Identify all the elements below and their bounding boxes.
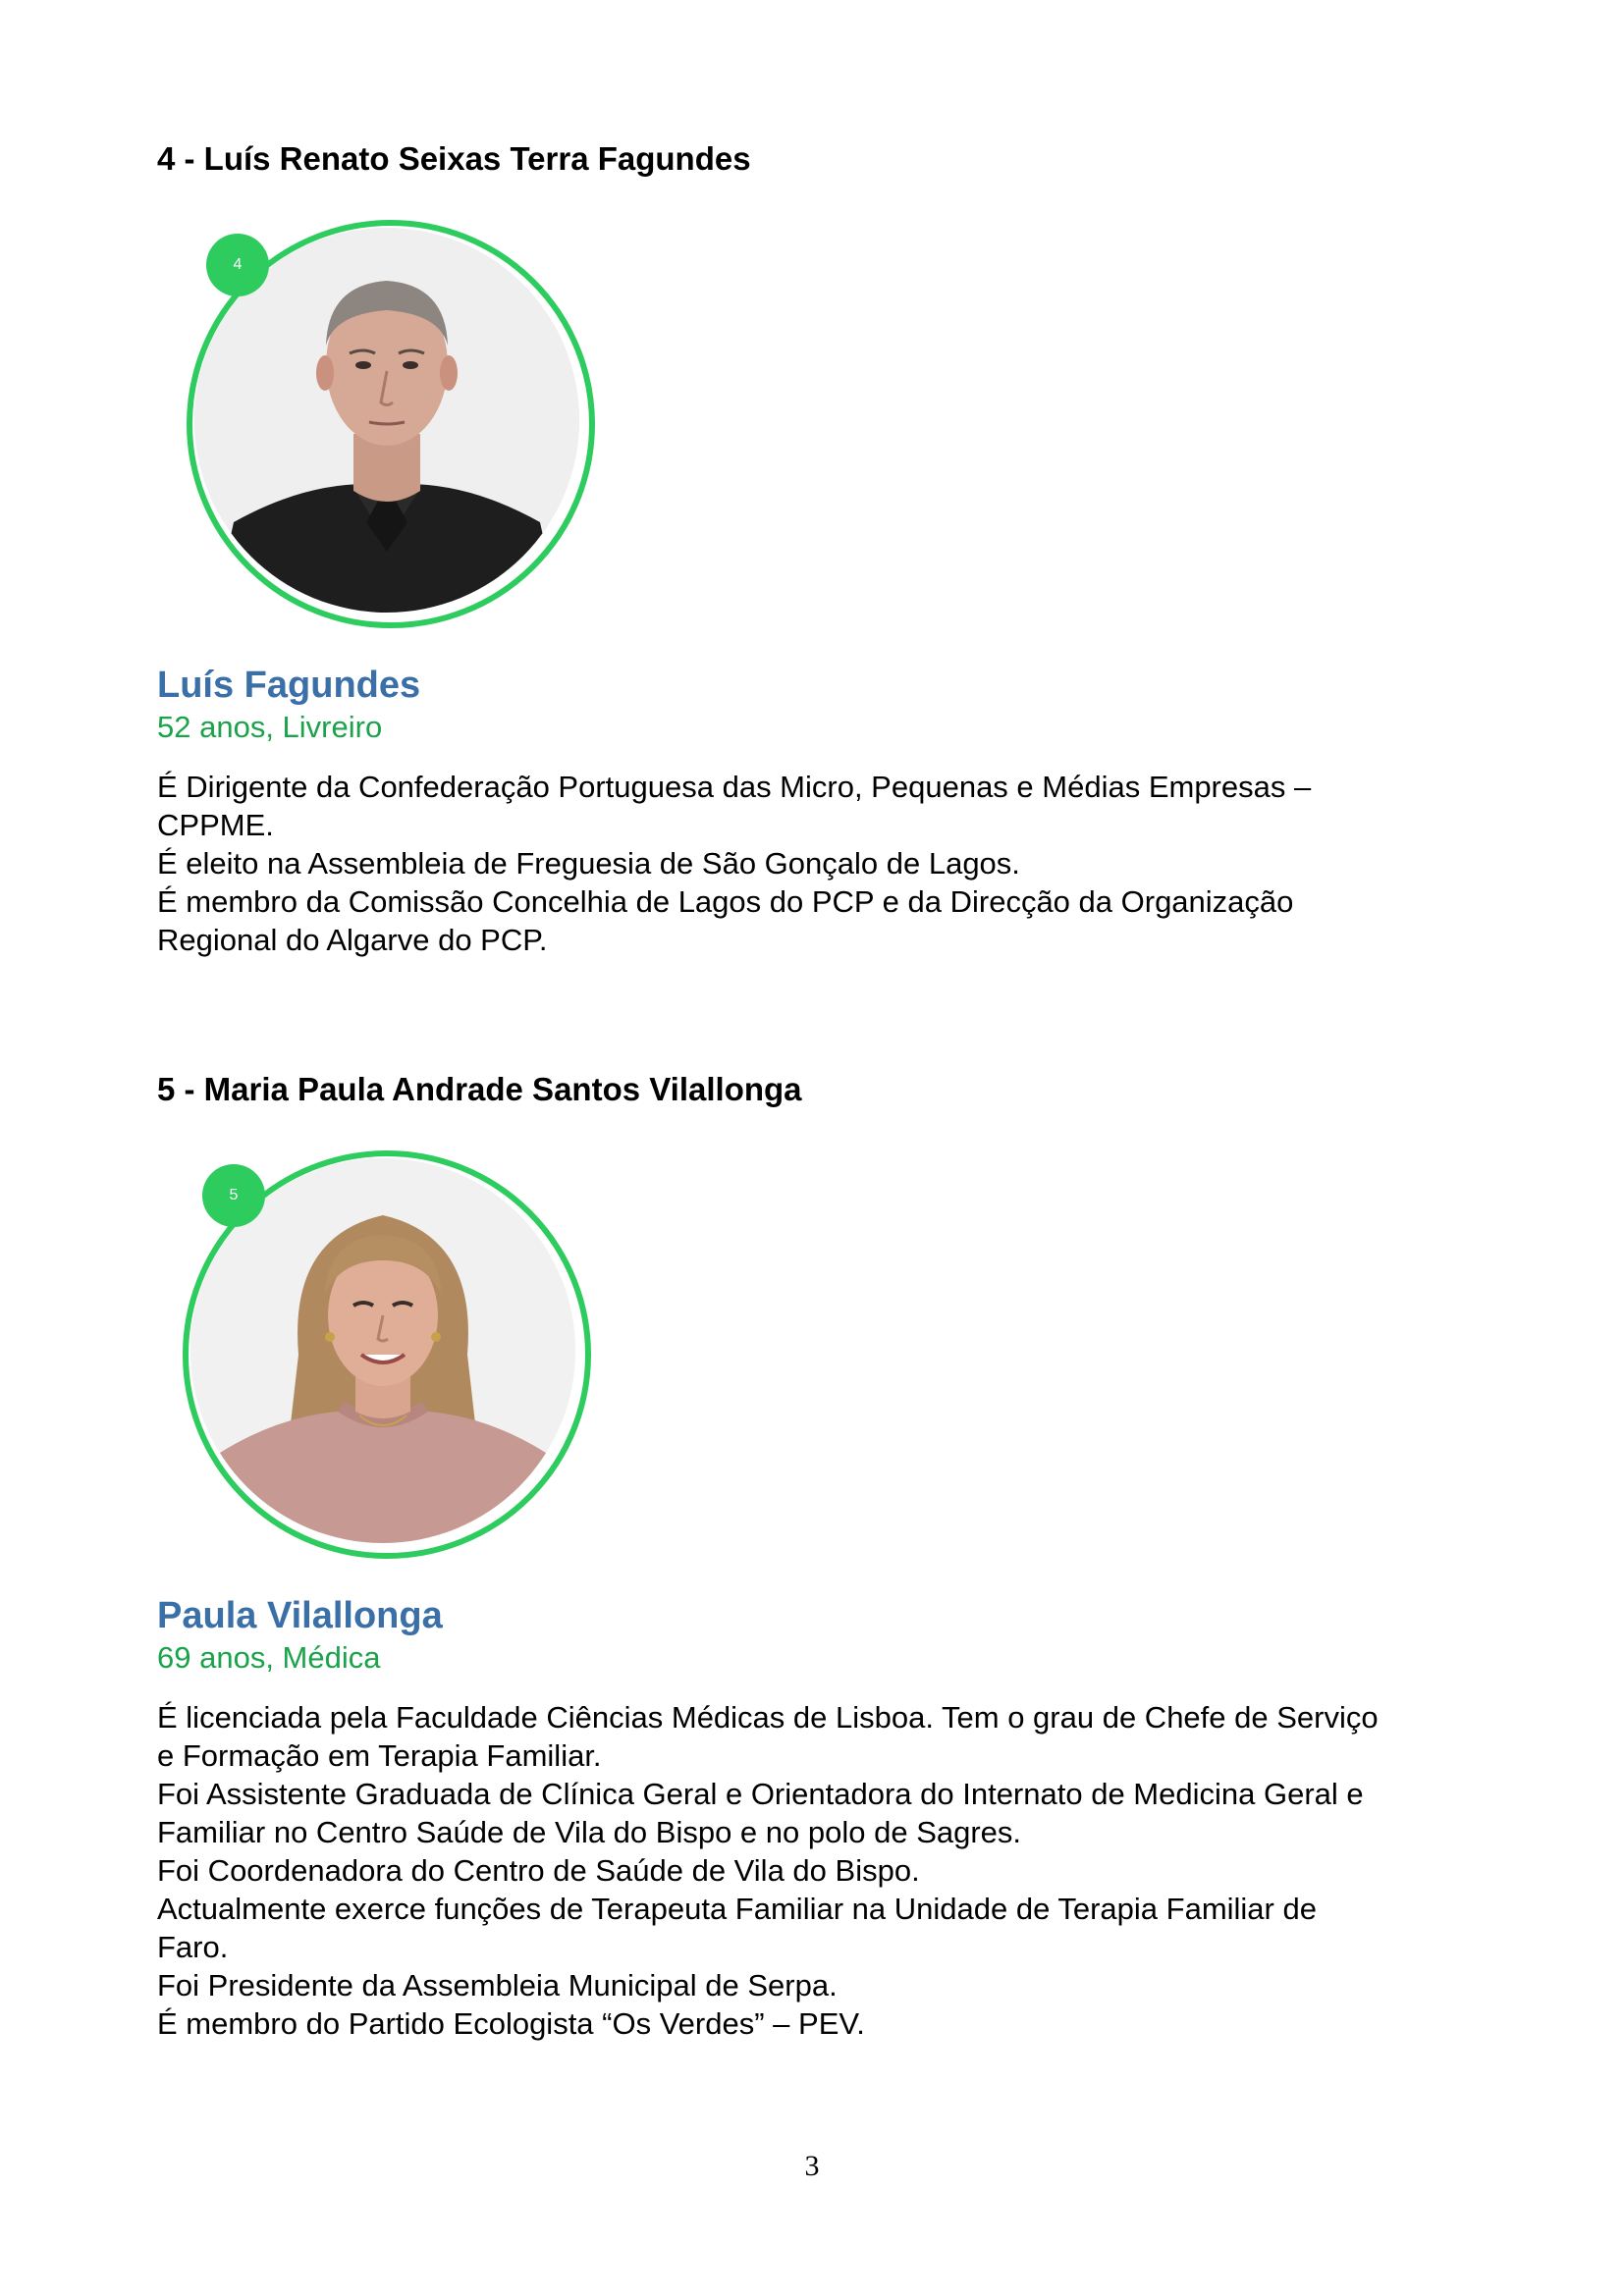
candidate-age-profession: 69 anos, Médica xyxy=(157,1640,381,1675)
candidate-5 xyxy=(157,1070,1512,2043)
candidate-number-badge: 5 xyxy=(202,1164,265,1227)
candidate-photo-frame xyxy=(183,1150,615,1582)
candidate-photo-frame xyxy=(187,220,619,652)
candidate-age-profession: 52 anos, Livreiro xyxy=(157,710,383,744)
bio-line: Foi Presidente da Assembleia Municipal de Serpa. xyxy=(157,1968,838,2002)
bio-line: Foi Coordenadora do Centro de Saúde de Vila do Bispo. xyxy=(157,1853,920,1888)
bio-line: e Formação em Terapia Familiar. xyxy=(157,1738,602,1773)
candidate-name: Paula Vilallonga xyxy=(157,1595,443,1636)
candidate-number-badge: 4 xyxy=(206,234,269,296)
candidate-name: Luís Fagundes xyxy=(157,665,421,706)
bio-line: É Dirigente da Confederação Portuguesa das Micro, Pequenas e Médias Empresas – xyxy=(157,770,1312,804)
bio-line: CPPME. xyxy=(157,808,274,842)
bio-line: É licenciada pela Faculdade Ciências Médicas de Lisboa. Tem o grau de Chefe de Serviço xyxy=(157,1700,1379,1735)
candidate-heading: 4 - Luís Renato Seixas Terra Fagundes xyxy=(157,140,751,177)
candidate-heading: 5 - Maria Paula Andrade Santos Vilallonga xyxy=(157,1071,802,1107)
candidate-bio xyxy=(157,768,1512,959)
bio-line: É membro da Comissão Concelhia de Lagos do PCP e da Direcção da Organização xyxy=(157,884,1294,919)
bio-line: Faro. xyxy=(157,1930,229,1964)
bio-line: Regional do Algarve do PCP. xyxy=(157,923,548,957)
bio-line: Foi Assistente Graduada de Clínica Geral e Orientadora do Internato de Medicina Geral e xyxy=(157,1777,1364,1811)
page-number: 3 xyxy=(804,2150,820,2182)
bio-line: Familiar no Centro Saúde de Vila do Bispo e no polo de Sagres. xyxy=(157,1815,1022,1849)
candidate-bio xyxy=(157,1698,1512,2043)
candidate-4 xyxy=(157,139,1512,959)
bio-line: É eleito na Assembleia de Freguesia de São Gonçalo de Lagos. xyxy=(157,846,1020,881)
bio-line: É membro do Partido Ecologista “Os Verdes” – PEV. xyxy=(157,2006,865,2041)
bio-line: Actualmente exerce funções de Terapeuta Familiar na Unidade de Terapia Familiar de xyxy=(157,1892,1317,1926)
